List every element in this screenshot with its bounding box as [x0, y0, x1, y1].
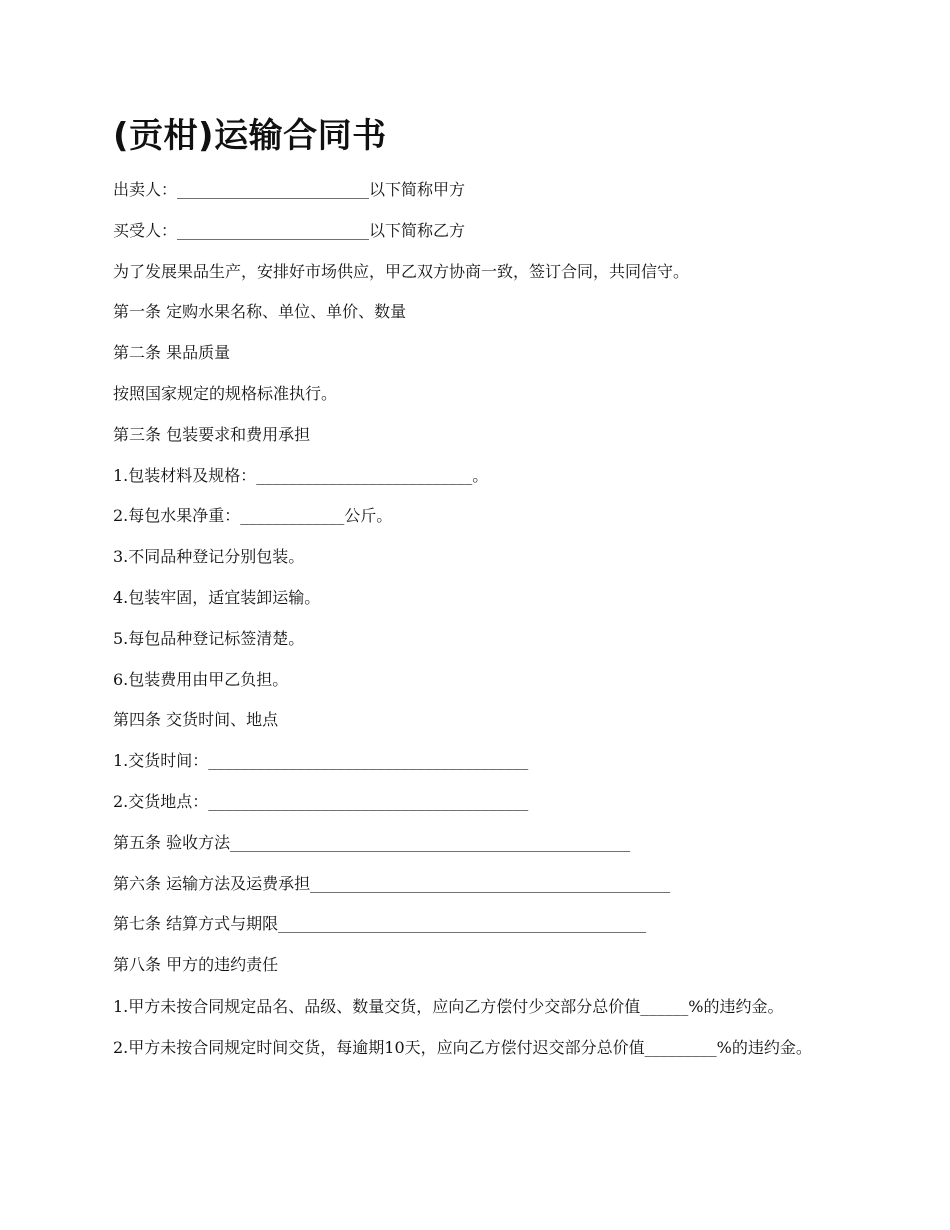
buyer-line: 买受人：________________________以下简称乙方 [113, 220, 466, 240]
packaging-item-6: 6.包装费用由甲乙负担。 [113, 669, 289, 689]
contract-page [113, 112, 838, 1078]
article-7-heading: 第七条 结算方式与期限______________________________________________ [113, 914, 647, 934]
packaging-item-5: 5.每包品种登记标签清楚。 [113, 628, 305, 648]
delivery-place: 2.交货地点：________________________________________ [113, 791, 529, 811]
packaging-item-1: 1.包装材料及规格：___________________________。 [113, 465, 489, 485]
liability-item-2: 2.甲方未按合同规定时间交货，每逾期10天，应向乙方偿付迟交部分总价值_________%的违约金。 [113, 1037, 812, 1057]
delivery-time: 1.交货时间：________________________________________ [113, 751, 529, 771]
article-4-heading: 第四条 交货时间、地点 [113, 710, 279, 730]
liability-item-1: 1.甲方未按合同规定品名、品级、数量交货，应向乙方偿付少交部分总价值______%的违约金。 [113, 996, 784, 1016]
article-6-heading: 第六条 运输方法及运费承担_____________________________________________ [113, 873, 671, 893]
packaging-item-3: 3.不同品种登记分别包装。 [113, 547, 305, 567]
packaging-item-4: 4.包装牢固，适宜装卸运输。 [113, 587, 321, 607]
article-2-text: 按照国家规定的规格标准执行。 [113, 383, 338, 403]
article-2-heading: 第二条 果品质量 [113, 343, 231, 363]
seller-line: 出卖人：________________________以下简称甲方 [113, 180, 466, 199]
article-1-heading: 第一条 定购水果名称、单位、单价、数量 [113, 302, 407, 322]
preamble: 为了发展果品生产，安排好市场供应，甲乙双方协商一致，签订合同，共同信守。 [113, 261, 690, 281]
document-title: (贡柑)运输合同书 [113, 116, 387, 156]
article-3-heading: 第三条 包装要求和费用承担 [113, 424, 311, 444]
packaging-item-2: 2.每包水果净重：_____________公斤。 [113, 506, 393, 526]
article-8-heading: 第八条 甲方的违约责任 [113, 955, 279, 975]
article-5-heading: 第五条 验收方法__________________________________________________ [113, 832, 631, 852]
